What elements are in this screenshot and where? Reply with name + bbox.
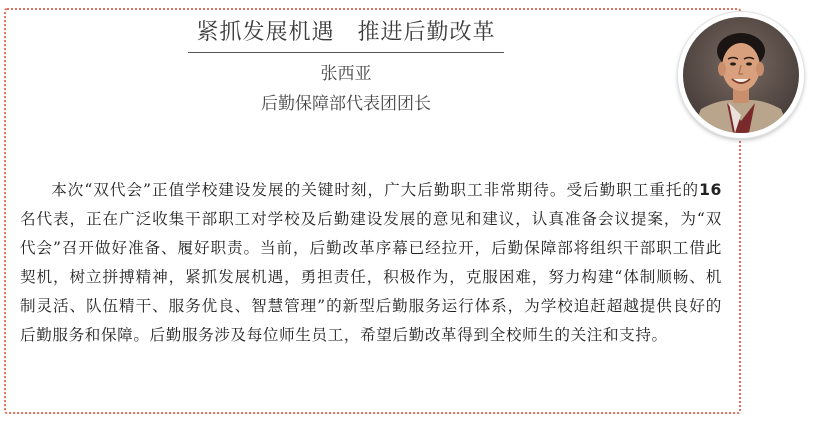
headline-underline (188, 52, 504, 53)
body-text-part2: 名代表，正在广泛收集干部职工对学校及后勤建设发展的意见和建议，认真准备会议提案，为“双代会”召开做好准备、履好职责。当前，后勤改革序幕已经拉开，后勤保障部将组织干部职工借此契机，树立拼搏精神，紧抓发展机遇，勇担责任，积极作为，克服困难，努力构建“体制顺畅、机制灵活、队伍精干、服务优良、智慧管理”的新型后勤服务运行体系，为学校追赶超越提供良好的后勤服务和保障。后勤服务涉及每位师生员工，希望后勤改革得到全校师生的关注和支持。 (20, 210, 722, 344)
article-body (20, 176, 722, 350)
headline: 紧抓发展机遇 推进后勤改革 (196, 20, 496, 45)
body-text-number: 16 (699, 181, 722, 199)
author-name: 张西亚 (320, 64, 372, 84)
portrait-image (683, 17, 799, 133)
author-portrait (678, 12, 804, 138)
author-title: 后勤保障部代表团团长 (261, 94, 431, 114)
body-text-part1: 本次“双代会”正值学校建设发展的关键时刻，广大后勤职工非常期待。受后勤职工重托的 (51, 181, 700, 199)
